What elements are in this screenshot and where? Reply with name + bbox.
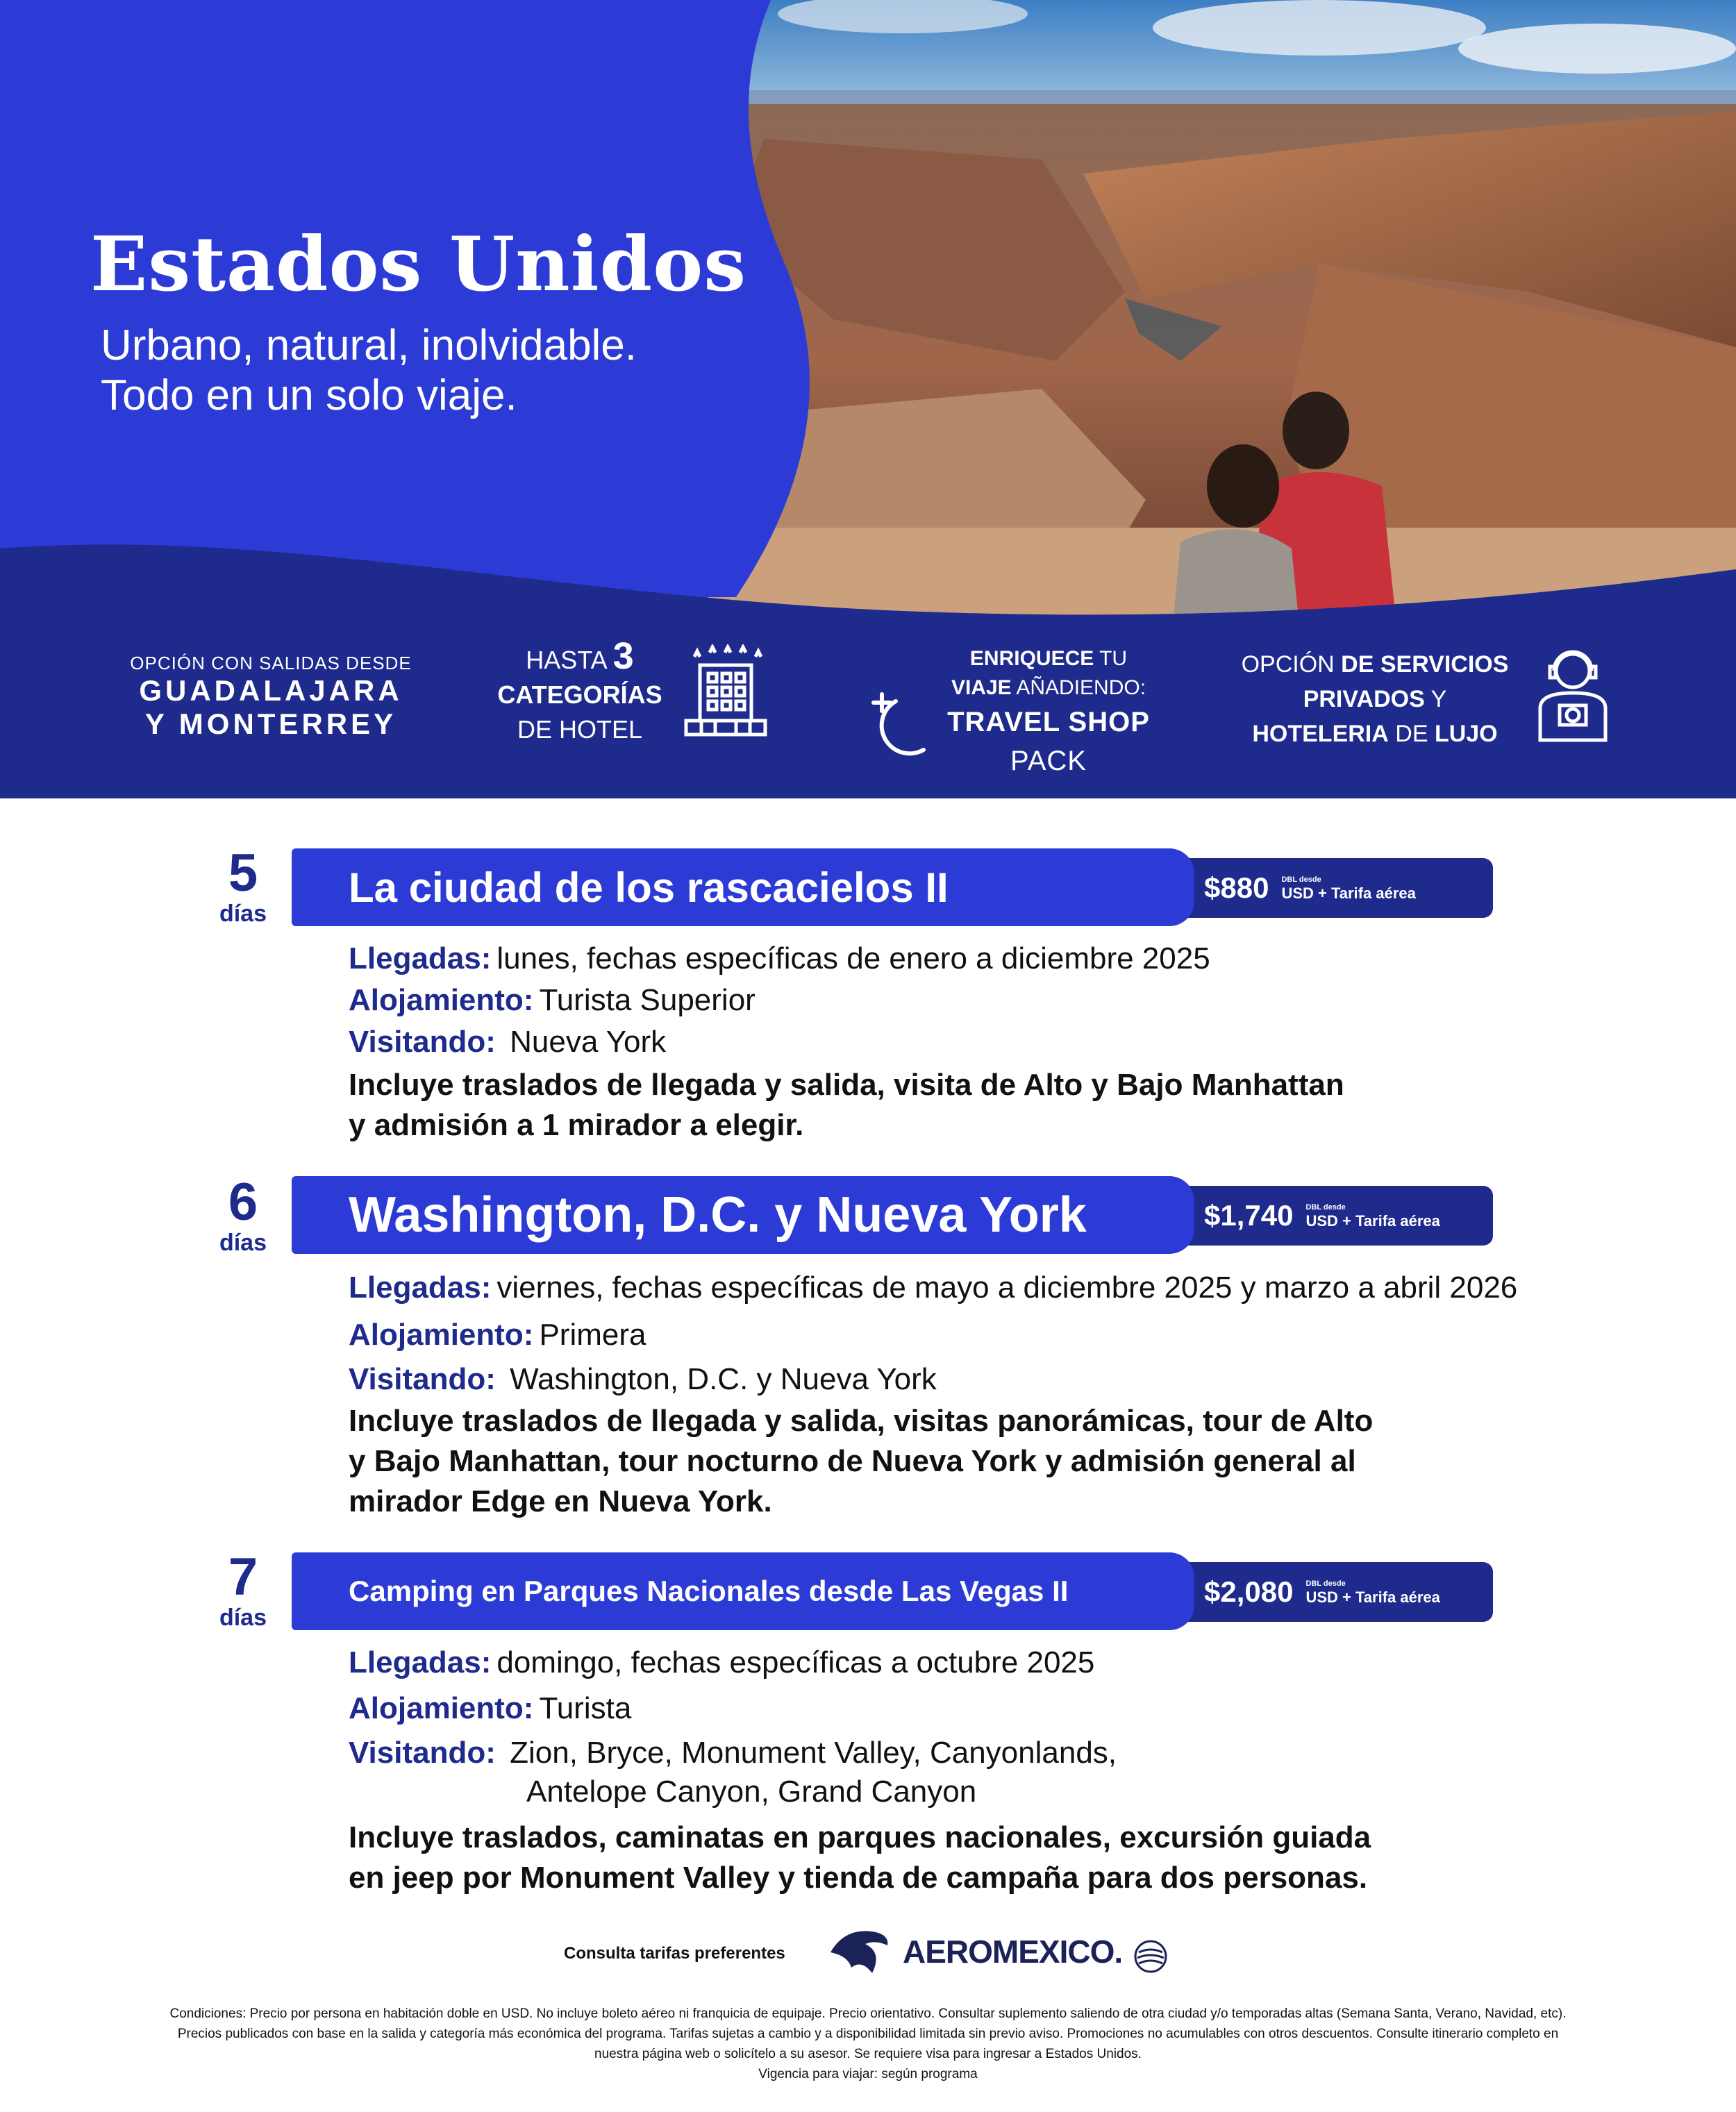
includes-line: Incluye traslados de llegada y salida, visita de Alto y Bajo Manhattan (349, 1068, 1344, 1102)
days-number: 6 (228, 1173, 258, 1232)
visiting-value: Washington, D.C. y Nueva York (510, 1362, 937, 1396)
program-title: Camping en Parques Nacionales desde Las Vegas II (349, 1575, 1069, 1607)
program-2-includes (349, 1401, 1543, 1522)
program-2-visiting (349, 1362, 937, 1397)
subtitle-line-1: Urbano, natural, inolvidable. (101, 321, 637, 369)
program-3-lodging (349, 1691, 631, 1726)
program-3-days (208, 1550, 278, 1630)
conditions-line: Precios publicados con base en la salida y categoría más económica del programa. Tarifas sujetas a cambio y a disponibilidad limitada sin previo aviso. Promociones no acumulables con otros descuentos. Consulte itinerario completo en (177, 2027, 1559, 2041)
feature-servicios-2: DE (1341, 651, 1374, 678)
includes-line: Incluye traslados de llegada y salida, visitas panorámicas, tour de Alto (349, 1404, 1374, 1438)
days-number: 5 (228, 844, 258, 903)
visiting-value: Zion, Bryce, Monument Valley, Canyonlands, (510, 1736, 1117, 1770)
conditions-line: Vigencia para viajar: según programa (758, 2067, 978, 2081)
arrivals-value: lunes, fechas específicas de enero a diciembre 2025 (496, 941, 1210, 975)
program-2-arrivals (349, 1271, 1517, 1305)
feature-hotel-post: DE HOTEL (517, 715, 643, 744)
program-3-visiting-cont: Antelope Canyon, Grand Canyon (526, 1775, 977, 1809)
arrivals-label: Llegadas: (349, 941, 492, 975)
page-title: Estados Unidos (90, 221, 747, 308)
feature-enriquece-1: ENRIQUECE (969, 647, 1094, 670)
feature-enriquece-2: TU (1099, 647, 1128, 670)
program-3-price-tag (1174, 1562, 1493, 1622)
feature-departures-city-2: Y MONTERREY (144, 707, 397, 740)
program-title: Washington, D.C. y Nueva York (349, 1187, 1087, 1243)
program-2-price-tag (1174, 1186, 1493, 1246)
price-amount: $1,740 (1204, 1199, 1294, 1232)
program-2-lodging (349, 1318, 646, 1352)
feature-enriquece-4: AÑADIENDO: (1016, 676, 1146, 699)
lodging-value: Turista Superior (539, 983, 756, 1017)
aeromexico-eagle-logo-icon (824, 1925, 893, 1980)
feature-servicios-1: OPCIÓN (1241, 651, 1335, 678)
feature-hotel-cat: CATEGORÍAS (497, 680, 662, 709)
program-3-title-bar (292, 1552, 1194, 1630)
price-note: USD + Tarifa aérea (1305, 1212, 1440, 1230)
program-2-days (208, 1175, 278, 1255)
page-subtitle (101, 321, 637, 421)
visiting-label: Visitando: (349, 1025, 496, 1059)
includes-line: y admisión a 1 mirador a elegir. (349, 1108, 804, 1142)
lodging-label: Alojamiento: (349, 1691, 534, 1725)
hotel-building-icon (681, 644, 771, 741)
program-1-price-tag (1174, 858, 1493, 918)
private-guide-icon (1535, 646, 1611, 743)
program-1-includes (349, 1065, 1543, 1146)
feature-servicios-6: HOTELERIA (1252, 721, 1389, 747)
includes-line: en jeep por Monument Valley y tienda de campaña para dos personas. (349, 1861, 1368, 1895)
lodging-label: Alojamiento: (349, 983, 534, 1017)
feature-enriquece-3: VIAJE (951, 676, 1012, 699)
feature-travel-shop-label: TRAVEL SHOP (947, 707, 1150, 737)
program-1-lodging (349, 983, 756, 1018)
days-label: días (219, 1230, 267, 1256)
aeromexico-logo-text: AEROMEXICO. (903, 1934, 1123, 1970)
subtitle-line-2: Todo en un solo viaje. (101, 371, 517, 419)
program-3-visiting (349, 1736, 1117, 1770)
price-note: USD + Tarifa aérea (1281, 885, 1416, 902)
program-3-includes (349, 1818, 1543, 1898)
price-amount: $880 (1204, 871, 1269, 904)
feature-servicios-8: LUJO (1434, 721, 1498, 747)
feature-departures-small: OPCIÓN CON SALIDAS DESDE (130, 653, 412, 673)
feature-servicios-7: DE (1395, 721, 1428, 747)
program-2-title-bar (292, 1176, 1194, 1254)
conditions-line: Condiciones: Precio por persona en habitación doble en USD. No incluye boleto aéreo ni franquicia de equipaje. Precio orientativo. Consultar suplemento saliendo de otra ciudad y/o temporadas altas (Semana Santa, Verano, Navidad, etc). (169, 2006, 1567, 2021)
program-1-arrivals (349, 941, 1210, 976)
visiting-value: Nueva York (510, 1025, 667, 1059)
visiting-label: Visitando: (349, 1736, 496, 1770)
feature-servicios-3: SERVICIOS (1380, 651, 1509, 678)
feature-hotel-pre: HASTA (526, 646, 606, 674)
price-amount: $2,080 (1204, 1575, 1294, 1608)
feature-hotel-categories (479, 635, 681, 747)
includes-line: y Bajo Manhattan, tour nocturno de Nueva York y admisión general al (349, 1444, 1356, 1478)
arrivals-label: Llegadas: (349, 1271, 492, 1305)
plus-circle-icon (868, 687, 930, 757)
includes-line: mirador Edge en Nueva York. (349, 1484, 772, 1518)
feature-servicios-5: Y (1430, 686, 1447, 712)
lodging-value: Primera (539, 1318, 646, 1352)
feature-pack-label: PACK (1010, 746, 1087, 776)
days-label: días (219, 900, 267, 927)
skyteam-logo-icon (1126, 1934, 1175, 1976)
feature-travel-shop (917, 644, 1180, 780)
program-1-title-bar (292, 848, 1194, 926)
days-number: 7 (228, 1548, 258, 1607)
program-1-visiting (349, 1025, 666, 1059)
arrivals-label: Llegadas: (349, 1645, 492, 1679)
conditions-line: nuestra página web o solicítelo a su asesor. Se requiere visa para ingresar a Estados Unidos. (594, 2047, 1142, 2061)
consulta-tarifas: Consulta tarifas preferentes (564, 1944, 785, 1963)
arrivals-value: domingo, fechas específicas a octubre 2025 (496, 1645, 1095, 1679)
price-note-small: DBL desde (1281, 875, 1321, 884)
visiting-label: Visitando: (349, 1362, 496, 1396)
feature-departures (125, 653, 417, 741)
days-label: días (219, 1604, 267, 1631)
price-note-small: DBL desde (1305, 1579, 1346, 1588)
includes-line: Incluye traslados, caminatas en parques nacionales, excursión guiada (349, 1820, 1371, 1854)
program-1-days (208, 846, 278, 926)
price-note: USD + Tarifa aérea (1305, 1589, 1440, 1606)
feature-departures-city-1: GUADALAJARA (139, 674, 403, 707)
feature-hotel-number: 3 (612, 635, 634, 677)
feature-private-services (1236, 647, 1514, 751)
price-note-small: DBL desde (1305, 1203, 1346, 1212)
lodging-value: Turista (539, 1691, 632, 1725)
program-title: La ciudad de los rascacielos II (349, 864, 949, 911)
arrivals-value: viernes, fechas específicas de mayo a diciembre 2025 y marzo a abril 2026 (496, 1271, 1518, 1305)
conditions-text (125, 2004, 1611, 2084)
program-3-arrivals (349, 1645, 1094, 1680)
feature-servicios-4: PRIVADOS (1303, 686, 1425, 712)
lodging-label: Alojamiento: (349, 1318, 534, 1352)
